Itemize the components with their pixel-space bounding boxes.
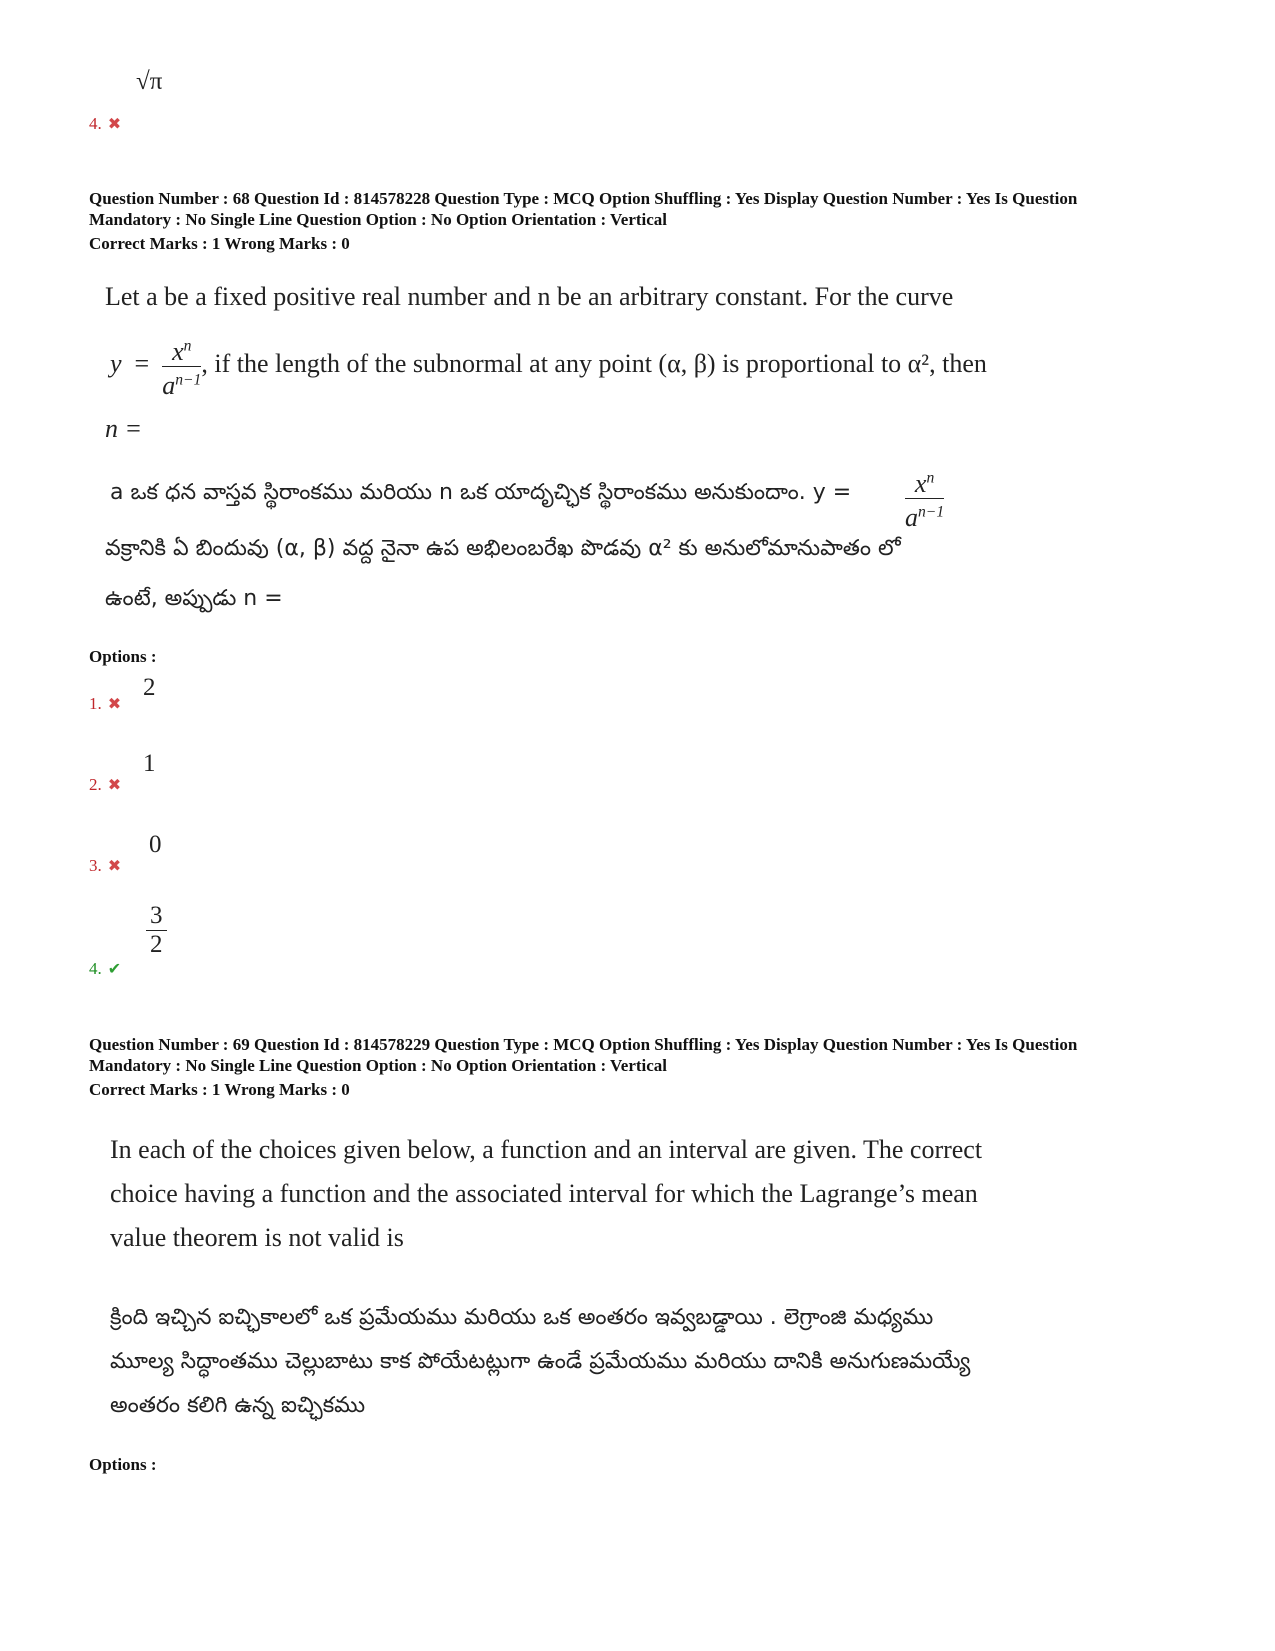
q68-option-1[interactable] (89, 694, 121, 714)
q68-meta (89, 188, 1209, 254)
option-number: 4. (89, 114, 102, 133)
check-icon: ✔ (107, 961, 122, 978)
q69-meta (89, 1034, 1209, 1100)
cross-icon: ✖ (107, 777, 122, 794)
q68-meta-line1: Question Number : 68 Question Id : 814578228 Question Type : MCQ Option Shuffling : Yes Display Question Number : Yes Is Question (89, 189, 1078, 208)
q68-english-line2: y = $\frac{x^n}{a^{n-1}}$ , if the length of the subnormal at any point (α, β) is proportional to α², then (110, 332, 1010, 400)
q68-option-4[interactable] (89, 959, 121, 979)
prev-option-4 (89, 114, 121, 134)
q68-telugu-line2: వక్రానికి ఏ బిందువు (α, β) వద్ద నైనా ఉప అభిలంబరేఖ పొడవు α² కు అనులోమానుపాతం లో (105, 536, 901, 561)
option-number: 3. (89, 856, 102, 875)
option-number: 1. (89, 694, 102, 713)
q68-english-line3: n = (105, 414, 143, 443)
q69-marks: Correct Marks : 1 Wrong Marks : 0 (89, 1080, 350, 1099)
q68-marks: Correct Marks : 1 Wrong Marks : 0 (89, 234, 350, 253)
q69-english (110, 1128, 1020, 1260)
q68-option-3[interactable] (89, 856, 121, 876)
q69-english-line1: In each of the choices given below, a function and an interval are given. The correct (110, 1135, 983, 1164)
q68-option-4-value (146, 902, 167, 959)
q69-meta-line1: Question Number : 69 Question Id : 814578229 Question Type : MCQ Option Shuffling : Yes Display Question Number : Yes Is Question (89, 1035, 1078, 1054)
q69-telugu-line1: క్రింది ఇచ్చిన ఐచ్ఛికాలలో ఒక ప్రమేయము మరియు ఒక అంతరం ఇవ్వబడ్డాయి . లెగ్రాంజి మధ్యము (110, 1305, 934, 1330)
q68-meta-line2: Mandatory : No Single Line Question Option : No Option Orientation : Vertical (89, 210, 668, 229)
q69-options-label: Options : (89, 1455, 157, 1474)
q68-telugu-line3: ఉంటే, అప్పుడు n = (105, 586, 283, 611)
q68-fraction: $\frac{x^n}{a^{n-1}}$ (162, 332, 201, 400)
q68-telugu-line1 (110, 480, 851, 510)
q68-telugu-fraction: $\frac{x^n}{a^{n-1}}$ (905, 464, 944, 532)
q69-telugu-line2: మూల్య సిద్ధాంతము చెల్లుబాటు కాక పోయేటట్లుగా ఉండే ప్రమేయము మరియు దానికి అనుగుణమయ్యే (110, 1349, 971, 1374)
q69-telugu (110, 1296, 1030, 1428)
cross-icon: ✖ (107, 858, 122, 875)
q68-option-1-value: 2 (143, 674, 156, 701)
fraction-numerator: 3 (146, 902, 167, 931)
q68-english-line1: Let a be a fixed positive real number and n be an arbitrary constant. For the curve (105, 282, 954, 311)
q69-english-line3: value theorem is not valid is (110, 1223, 404, 1252)
q68-options-label: Options : (89, 647, 157, 666)
option-number: 4. (89, 959, 102, 978)
cross-icon: ✖ (107, 116, 122, 133)
q68-option-3-value: 0 (149, 831, 162, 858)
option-number: 2. (89, 775, 102, 794)
q69-meta-line2: Mandatory : No Single Line Question Option : No Option Orientation : Vertical (89, 1056, 668, 1075)
q68-telugu-line1-text: a ఒక ధన వాస్తవ స్థిరాంకము మరియు n ఒక యాదృచ్ఛిక స్థిరాంకము అనుకుందాం. y = (110, 480, 852, 505)
q68-option-2-value: 1 (143, 750, 156, 777)
q68-option-2[interactable] (89, 775, 121, 795)
q68-english-line2-text: , if the length of the subnormal at any point (α, β) is proportional to α², then (201, 349, 987, 379)
cross-icon: ✖ (107, 696, 122, 713)
fraction-denominator: 2 (150, 931, 163, 958)
q69-english-line2: choice having a function and the associated interval for which the Lagrange’s mean (110, 1179, 978, 1208)
q69-telugu-line3: అంతరం కలిగి ఉన్న ఐచ్ఛికము (110, 1393, 366, 1418)
prev-option-value: √π (136, 68, 163, 95)
